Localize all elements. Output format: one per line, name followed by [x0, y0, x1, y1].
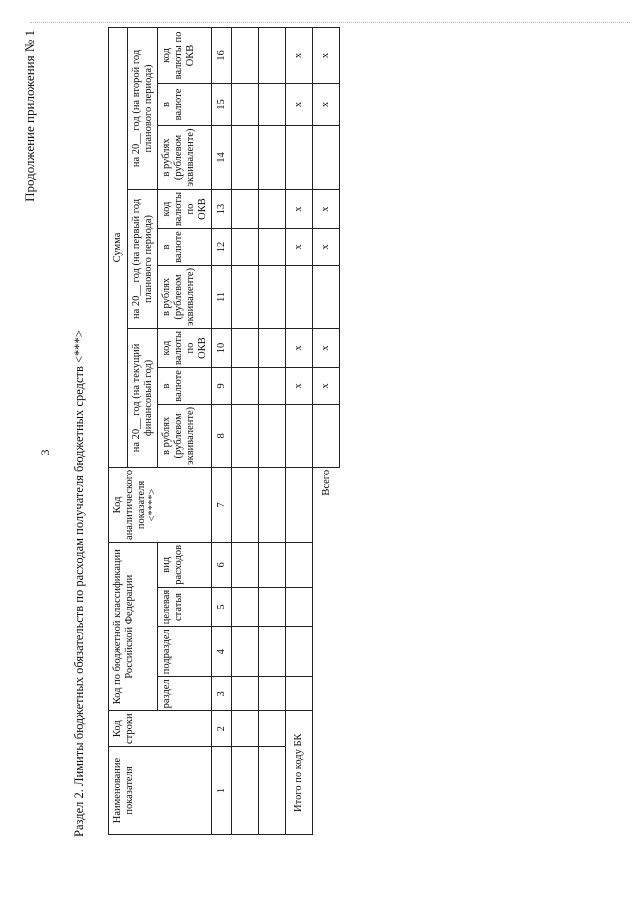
column-number: 11	[212, 265, 232, 328]
header-row-1	[109, 27, 128, 834]
header-bk-code: Код по бюджетной классификации Российской Федерации	[109, 542, 158, 710]
header-expense-type: вид расходов	[158, 542, 212, 587]
column-number: 4	[212, 627, 232, 677]
section-title: Раздел 2. Лимиты бюджетных обязательств по расходам получателя бюджетных средств <***>	[72, 330, 86, 837]
header-target-article: целевая статья	[158, 587, 212, 627]
column-number: 2	[212, 711, 232, 747]
cross-mark: х	[286, 328, 313, 367]
subtotal-row	[286, 27, 313, 834]
column-number: 12	[212, 229, 232, 266]
cross-mark: х	[286, 27, 313, 83]
cross-mark: х	[286, 229, 313, 266]
table-row	[259, 27, 286, 834]
cross-mark: х	[286, 189, 313, 228]
cross-mark: х	[313, 189, 340, 228]
column-number: 9	[212, 368, 232, 405]
column-number: 10	[212, 328, 232, 367]
limits-table	[108, 27, 340, 835]
subtotal-label: Итого по коду БК	[286, 711, 313, 835]
cross-mark: х	[313, 229, 340, 266]
header-rubles-2: в рублях (рублевом эквиваленте)	[158, 265, 212, 328]
cross-mark: х	[286, 368, 313, 405]
cross-mark: х	[313, 368, 340, 405]
header-currency-code-1: код валюты по ОКВ	[158, 328, 212, 367]
header-sum: Сумма	[109, 27, 128, 467]
column-number: 8	[212, 404, 232, 467]
continuation-note: Продолжение приложения № 1	[22, 30, 37, 202]
header-second-plan-year: на 20__ год (на второй год планового периода)	[127, 27, 158, 189]
column-number: 13	[212, 189, 232, 228]
header-currency-code-3: код валюты по ОКВ	[158, 27, 212, 83]
column-number: 6	[212, 542, 232, 587]
column-number: 5	[212, 587, 232, 627]
header-row-code: Код строки	[109, 711, 212, 747]
total-label: Всего	[320, 469, 332, 496]
column-number-row	[212, 27, 232, 834]
cross-mark: х	[313, 83, 340, 125]
header-currency-3: в валюте	[158, 83, 212, 125]
header-currency-1: в валюте	[158, 368, 212, 405]
header-indicator-name: Наименование показателя	[109, 747, 212, 835]
column-number: 15	[212, 83, 232, 125]
scan-edge-line	[30, 21, 630, 23]
page-number: 3	[38, 449, 52, 456]
header-current-year: на 20__ год (на текущий финансовый год)	[127, 328, 158, 467]
table-row	[232, 27, 259, 834]
cross-mark: х	[313, 27, 340, 83]
header-subsection: подраздел	[158, 627, 212, 677]
column-number: 16	[212, 27, 232, 83]
cross-mark: х	[286, 83, 313, 125]
header-analytic-code: Код аналитического показателя <****>	[109, 467, 212, 542]
cross-mark: х	[313, 328, 340, 367]
header-currency-code-2: код валюты по ОКВ	[158, 189, 212, 228]
column-number: 1	[212, 747, 232, 835]
header-rubles-1: в рублях (рублевом эквиваленте)	[158, 404, 212, 467]
header-first-plan-year: на 20__ год (на первый год планового периода)	[127, 189, 158, 328]
header-currency-2: в валюте	[158, 229, 212, 266]
column-number: 3	[212, 677, 232, 711]
column-number: 14	[212, 125, 232, 189]
total-row	[313, 27, 340, 834]
header-section: раздел	[158, 677, 212, 711]
column-number: 7	[212, 467, 232, 542]
header-rubles-3: в рублях (рублевом эквиваленте)	[158, 125, 212, 189]
